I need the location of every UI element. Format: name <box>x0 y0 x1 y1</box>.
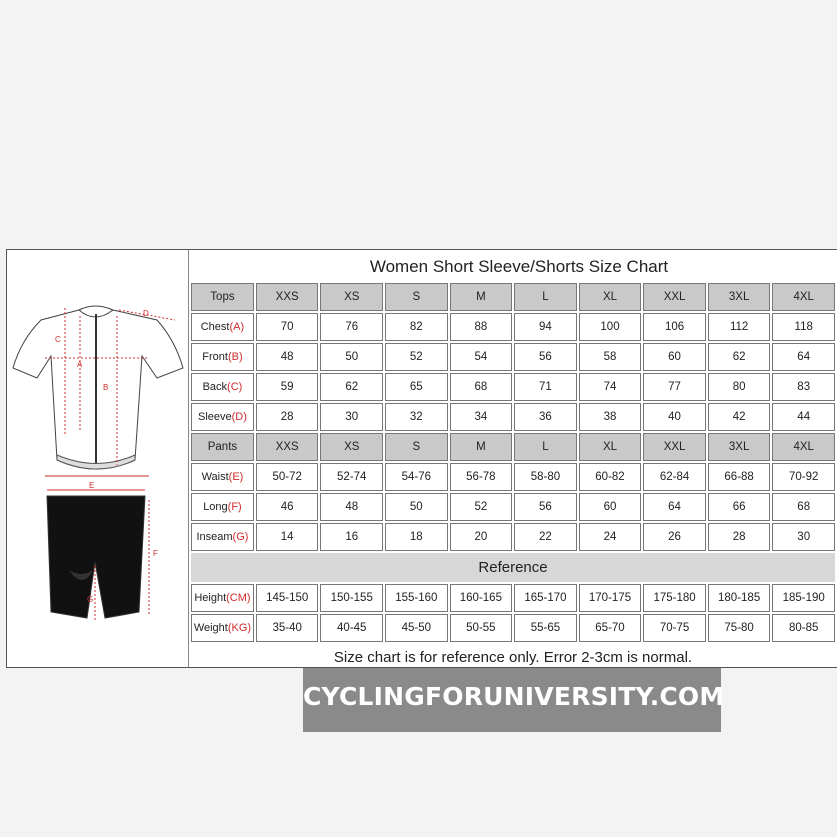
size-header-cell: XS <box>320 433 383 461</box>
table-cell: 28 <box>708 523 771 551</box>
table-cell: 68 <box>450 373 513 401</box>
table-cell: 34 <box>450 403 513 431</box>
table-row <box>191 523 835 551</box>
shorts-drawing <box>47 481 158 620</box>
row-label <box>191 373 254 401</box>
table-cell: 22 <box>514 523 577 551</box>
table-cell: 36 <box>514 403 577 431</box>
table-cell: 54 <box>450 343 513 371</box>
reference-title: Reference <box>191 553 835 582</box>
table-cell: 66-88 <box>708 463 771 491</box>
table-cell: 112 <box>708 313 771 341</box>
row-label-code: (B) <box>227 351 243 363</box>
table-cell: 50-55 <box>450 614 513 642</box>
table-cell: 170-175 <box>579 584 642 612</box>
table-cell: 100 <box>579 313 642 341</box>
table-cell: 56-78 <box>450 463 513 491</box>
table-cell: 14 <box>256 523 319 551</box>
table-cell: 28 <box>256 403 319 431</box>
size-header-cell: XXS <box>256 433 319 461</box>
table-cell: 75-80 <box>708 614 771 642</box>
table-cell: 82 <box>385 313 448 341</box>
size-header-cell: 4XL <box>772 433 835 461</box>
size-header-cell: L <box>514 433 577 461</box>
table-cell: 18 <box>385 523 448 551</box>
row-label <box>191 343 254 371</box>
size-header-cell: XXS <box>256 283 319 311</box>
row-label-text: Waist <box>201 471 229 483</box>
table-cell: 40-45 <box>320 614 383 642</box>
row-label-code: (E) <box>228 471 244 483</box>
row-label-text: Long <box>203 501 228 513</box>
row-label-code: (F) <box>227 501 242 513</box>
size-header-cell: XXL <box>643 433 706 461</box>
table-cell: 60 <box>643 343 706 371</box>
pants-header-row <box>191 433 835 461</box>
size-header-cell: XL <box>579 283 642 311</box>
table-row <box>191 373 835 401</box>
size-chart-panel <box>6 249 837 668</box>
row-label <box>191 463 254 491</box>
table-cell: 70-75 <box>643 614 706 642</box>
row-label <box>191 584 254 612</box>
note-row <box>191 644 835 668</box>
row-label-code: (A) <box>229 321 245 333</box>
table-cell: 59 <box>256 373 319 401</box>
row-label-code: (KG) <box>227 622 252 634</box>
size-header-cell: S <box>385 433 448 461</box>
size-note: Size chart is for reference only. Error 2-3cm is normal. <box>191 644 835 668</box>
table-cell: 80 <box>708 373 771 401</box>
size-header-cell: 3XL <box>708 433 771 461</box>
jersey-letter-b: B <box>103 383 109 392</box>
table-row <box>191 343 835 371</box>
row-label-text: Chest <box>200 321 230 333</box>
table-row <box>191 463 835 491</box>
table-cell: 70 <box>256 313 319 341</box>
size-header-cell: 3XL <box>708 283 771 311</box>
table-cell: 44 <box>772 403 835 431</box>
table-cell: 52-74 <box>320 463 383 491</box>
size-header-cell: XL <box>579 433 642 461</box>
jersey-drawing <box>13 306 183 476</box>
row-label <box>191 614 254 642</box>
table-cell: 64 <box>643 493 706 521</box>
table-cell: 62 <box>708 343 771 371</box>
table-cell: 66 <box>708 493 771 521</box>
table-row <box>191 493 835 521</box>
table-cell: 65-70 <box>579 614 642 642</box>
table-cell: 46 <box>256 493 319 521</box>
row-label-code: (D) <box>231 411 247 423</box>
table-cell: 16 <box>320 523 383 551</box>
row-label-text: Sleeve <box>197 411 232 423</box>
table-cell: 77 <box>643 373 706 401</box>
table-cell: 52 <box>385 343 448 371</box>
table-cell: 50 <box>320 343 383 371</box>
table-cell: 88 <box>450 313 513 341</box>
table-cell: 42 <box>708 403 771 431</box>
table-cell: 60-82 <box>579 463 642 491</box>
shorts-letter-g: G <box>87 595 94 604</box>
table-cell: 35-40 <box>256 614 319 642</box>
table-cell: 145-150 <box>256 584 319 612</box>
table-cell: 40 <box>643 403 706 431</box>
table-row <box>191 403 835 431</box>
table-cell: 50 <box>385 493 448 521</box>
table-cell: 45-50 <box>385 614 448 642</box>
jersey-letter-d: D <box>143 309 149 318</box>
table-cell: 56 <box>514 343 577 371</box>
row-label <box>191 523 254 551</box>
size-header-cell: XXL <box>643 283 706 311</box>
table-cell: 106 <box>643 313 706 341</box>
table-cell: 118 <box>772 313 835 341</box>
size-header-cell: S <box>385 283 448 311</box>
size-header-cell: M <box>450 283 513 311</box>
size-header-cell: 4XL <box>772 283 835 311</box>
reference-title-row <box>191 553 835 582</box>
jersey-letter-a: A <box>77 360 83 369</box>
row-label-text: Back <box>202 381 228 393</box>
table-row <box>191 614 835 642</box>
table-cell: 150-155 <box>320 584 383 612</box>
size-header-cell: M <box>450 433 513 461</box>
table-cell: 68 <box>772 493 835 521</box>
table-cell: 65 <box>385 373 448 401</box>
table-cell: 71 <box>514 373 577 401</box>
table-row <box>191 584 835 612</box>
table-cell: 185-190 <box>772 584 835 612</box>
table-cell: 74 <box>579 373 642 401</box>
table-cell: 24 <box>579 523 642 551</box>
table-cell: 80-85 <box>772 614 835 642</box>
table-cell: 94 <box>514 313 577 341</box>
table-cell: 32 <box>385 403 448 431</box>
garment-illustration <box>7 250 189 667</box>
table-cell: 76 <box>320 313 383 341</box>
table-cell: 165-170 <box>514 584 577 612</box>
table-cell: 26 <box>643 523 706 551</box>
table-cell: 62-84 <box>643 463 706 491</box>
table-cell: 60 <box>579 493 642 521</box>
tops-header-label: Tops <box>191 283 254 311</box>
table-cell: 175-180 <box>643 584 706 612</box>
table-row <box>191 313 835 341</box>
row-label-code: (CM) <box>226 592 251 604</box>
row-label-code: (G) <box>232 531 249 543</box>
table-cell: 56 <box>514 493 577 521</box>
table-cell: 70-92 <box>772 463 835 491</box>
table-cell: 58-80 <box>514 463 577 491</box>
table-cell: 52 <box>450 493 513 521</box>
row-label-text: Inseam <box>196 531 233 543</box>
tops-header-row <box>191 283 835 311</box>
jersey-letter-c: C <box>55 335 61 344</box>
table-cell: 48 <box>256 343 319 371</box>
table-cell: 58 <box>579 343 642 371</box>
size-header-cell: XS <box>320 283 383 311</box>
table-cell: 30 <box>320 403 383 431</box>
shorts-letter-f: F <box>153 549 158 558</box>
watermark-banner <box>303 668 725 732</box>
table-cell: 55-65 <box>514 614 577 642</box>
table-cell: 180-185 <box>708 584 771 612</box>
pants-header-label: Pants <box>191 433 254 461</box>
table-cell: 20 <box>450 523 513 551</box>
table-cell: 160-165 <box>450 584 513 612</box>
row-label <box>191 403 254 431</box>
row-label-text: Height <box>194 592 227 604</box>
table-cell: 62 <box>320 373 383 401</box>
row-label-code: (C) <box>227 381 243 393</box>
table-cell: 48 <box>320 493 383 521</box>
size-table <box>189 281 837 668</box>
row-label <box>191 493 254 521</box>
table-cell: 38 <box>579 403 642 431</box>
table-cell: 64 <box>772 343 835 371</box>
shorts-letter-e: E <box>89 481 95 490</box>
size-header-cell: L <box>514 283 577 311</box>
chart-title: Women Short Sleeve/Shorts Size Chart <box>369 257 669 276</box>
table-cell: 50-72 <box>256 463 319 491</box>
row-label-text: Weight <box>193 622 228 634</box>
table-cell: 30 <box>772 523 835 551</box>
table-cell: 83 <box>772 373 835 401</box>
watermark-text: CYCLINGFORUNIVERSITY.COM <box>303 682 725 711</box>
table-cell: 54-76 <box>385 463 448 491</box>
table-cell: 155-160 <box>385 584 448 612</box>
row-label-text: Front <box>202 351 228 363</box>
row-label <box>191 313 254 341</box>
